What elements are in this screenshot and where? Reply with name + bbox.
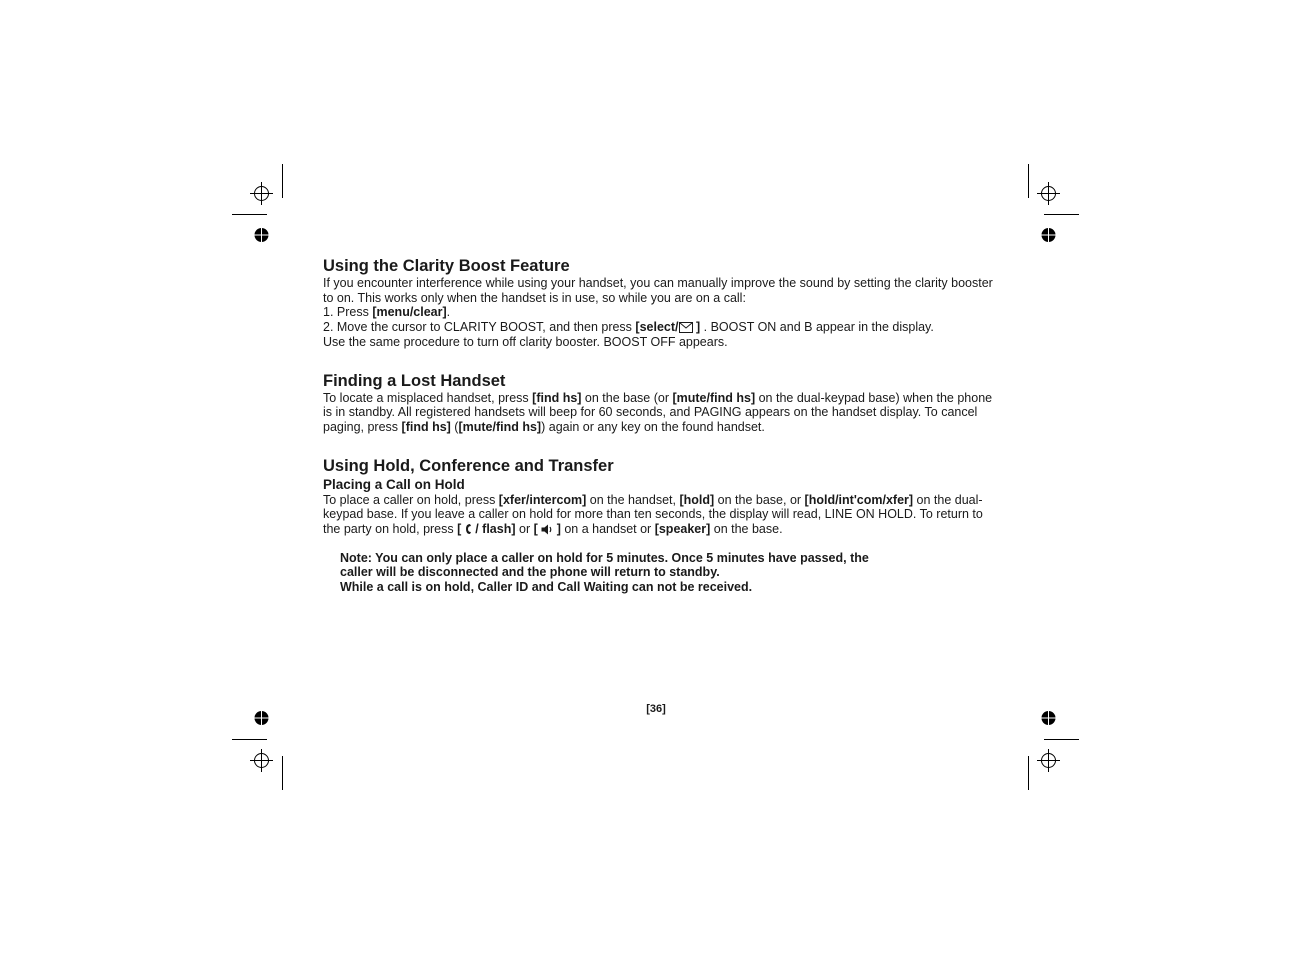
key-label bbox=[457, 522, 515, 536]
step-1 bbox=[323, 305, 1003, 320]
key-label: [mute/find hs] bbox=[672, 390, 756, 405]
text: on the base. bbox=[710, 522, 783, 537]
key-text: [ bbox=[457, 522, 465, 537]
finding-handset-section bbox=[323, 371, 1003, 435]
key-label: [speaker] bbox=[654, 522, 711, 537]
key-text: [ bbox=[533, 522, 542, 537]
note-line: Note: You can only place a caller on hold for 5 minutes. Once 5 minutes have passed, the bbox=[340, 550, 869, 565]
text: 2. Move the cursor to CLARITY BOOST, and then press bbox=[323, 320, 636, 335]
text: ) again or any key on the found handset. bbox=[541, 419, 765, 434]
text: ( bbox=[450, 419, 459, 434]
key-text: / flash] bbox=[471, 522, 516, 537]
text: on the dual-keypad base. If you leave a caller on hold for more than ten seconds, the display will read, LINE ON HOLD. To return to the party on hold, press bbox=[323, 492, 983, 537]
text: on the dual-keypad base) when the phone is in standby. All registered handsets will beep for 60 seconds, and PAGING appears on the handset display. To cancel paging, press bbox=[323, 390, 993, 434]
envelope-icon bbox=[679, 322, 693, 333]
key-label: [find hs] bbox=[532, 390, 582, 405]
text: or bbox=[515, 522, 534, 537]
paragraph bbox=[323, 391, 1003, 435]
text: To locate a misplaced handset, press bbox=[323, 390, 533, 405]
paragraph: Use the same procedure to turn off clarity booster. BOOST OFF appears. bbox=[323, 334, 728, 349]
key-text: ] bbox=[692, 320, 701, 335]
clarity-boost-section bbox=[323, 256, 1003, 350]
step-2 bbox=[323, 320, 1003, 335]
key-text: [select/ bbox=[635, 320, 679, 335]
page-number: [36] bbox=[646, 703, 666, 715]
key-label bbox=[635, 320, 700, 334]
text: on the base (or bbox=[581, 390, 673, 405]
registration-dot-icon bbox=[254, 228, 269, 242]
note-block bbox=[340, 551, 1003, 595]
paragraph: If you encounter interference while using your handset, you can manually improve the sound by setting the clarity booster to on. This works only when the handset is in use, so while you are on a call: bbox=[323, 276, 993, 305]
registration-mark-icon bbox=[1037, 749, 1060, 772]
talk-icon bbox=[465, 523, 472, 535]
text: on the base, or bbox=[714, 492, 805, 507]
text: . bbox=[446, 305, 451, 320]
note-line: caller will be disconnected and the phone will return to standby. bbox=[340, 565, 720, 580]
key-label bbox=[534, 522, 561, 536]
section-heading: Using Hold, Conference and Transfer bbox=[323, 456, 614, 475]
text: . BOOST ON and B appear in the display. bbox=[700, 320, 934, 335]
key-text: ] bbox=[553, 522, 561, 537]
page-content bbox=[323, 256, 1003, 616]
paragraph bbox=[323, 493, 1003, 537]
registration-mark-icon bbox=[1037, 182, 1060, 205]
text: 1. Press bbox=[323, 305, 373, 320]
registration-mark-icon bbox=[250, 749, 273, 772]
text: on the handset, bbox=[586, 492, 680, 507]
subsection-heading: Placing a Call on Hold bbox=[323, 476, 465, 492]
key-label: [find hs] bbox=[401, 419, 451, 434]
speaker-icon bbox=[541, 524, 553, 535]
text: on a handset or bbox=[560, 522, 655, 537]
key-label: [mute/find hs] bbox=[458, 419, 542, 434]
key-label: [menu/clear] bbox=[372, 305, 447, 320]
registration-dot-icon bbox=[1041, 228, 1056, 242]
note-line: While a call is on hold, Caller ID and Call Waiting can not be received. bbox=[340, 580, 753, 595]
text: To place a caller on hold, press bbox=[323, 492, 499, 507]
key-label: [hold] bbox=[679, 492, 715, 507]
registration-mark-icon bbox=[250, 182, 273, 205]
key-label: [hold/int'com/xfer] bbox=[804, 492, 914, 507]
hold-section bbox=[323, 456, 1003, 595]
key-label: [xfer/intercom] bbox=[498, 492, 587, 507]
section-heading: Finding a Lost Handset bbox=[323, 371, 506, 390]
section-heading: Using the Clarity Boost Feature bbox=[323, 257, 570, 275]
